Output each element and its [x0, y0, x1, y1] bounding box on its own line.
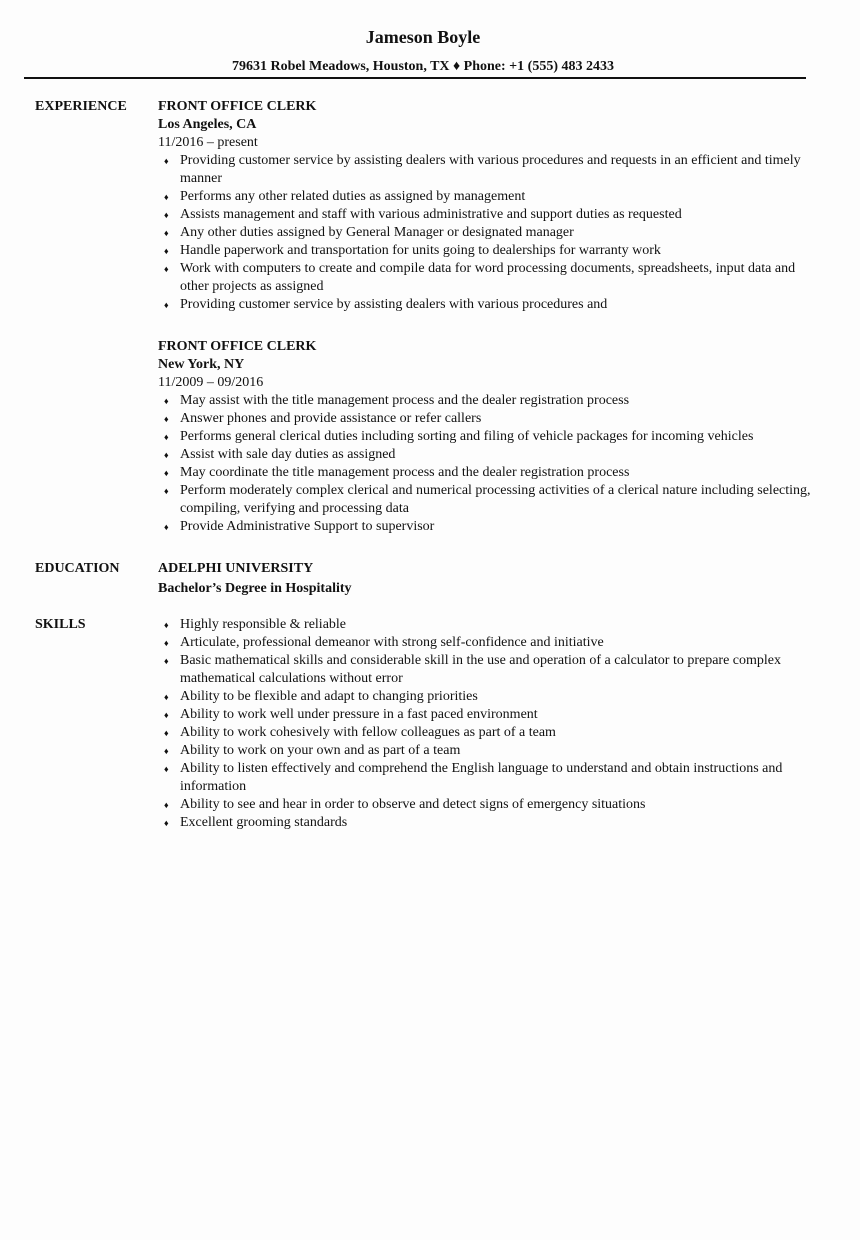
- bullet-item: ♦ Performs any other related duties as assigned by management: [158, 188, 818, 206]
- job-title: FRONT OFFICE CLERK: [158, 339, 317, 354]
- section-label-education: EDUCATION: [35, 561, 120, 576]
- bullet-item: ♦ Ability to work well under pressure in a fast paced environment: [158, 706, 818, 724]
- bullet-item: ♦ Performs general clerical duties including sorting and filing of vehicle packages for incoming vehicles: [158, 428, 818, 446]
- bullet-item: ♦ Ability to work on your own and as part of a team: [158, 742, 818, 760]
- bullet-item: ♦ Provide Administrative Support to supervisor: [158, 518, 818, 536]
- job-bullets: [158, 152, 818, 314]
- job-title: FRONT OFFICE CLERK: [158, 99, 317, 114]
- bullet-item: ♦ Providing customer service by assisting dealers with various procedures and requests in an efficient and timely manner: [158, 152, 818, 188]
- bullet-item: ♦ Handle paperwork and transportation for units going to dealerships for warranty work: [158, 242, 818, 260]
- bullet-item: ♦ May assist with the title management process and the dealer registration process: [158, 392, 818, 410]
- bullet-item: ♦ Assists management and staff with various administrative and support duties as requested: [158, 206, 818, 224]
- bullet-item: ♦ Assist with sale day duties as assigned: [158, 446, 818, 464]
- bullet-item: ♦ Highly responsible & reliable: [158, 616, 818, 634]
- job-dates: 11/2009 – 09/2016: [158, 375, 264, 390]
- section-label-skills: SKILLS: [35, 617, 86, 632]
- header-divider: [24, 77, 806, 79]
- bullet-item: ♦ Work with computers to create and compile data for word processing documents, spreadsheets, input data and other projects as assigned: [158, 260, 818, 296]
- bullet-item: ♦ Perform moderately complex clerical and numerical processing activities of a clerical nature including selecting, compiling, verifying and processing data: [158, 482, 818, 518]
- resume-name: Jameson Boyle: [365, 27, 481, 47]
- job-bullets: [158, 392, 818, 536]
- bullet-item: ♦ May coordinate the title management process and the dealer registration process: [158, 464, 818, 482]
- job-location: Los Angeles, CA: [158, 117, 257, 132]
- skills-list: [158, 616, 818, 832]
- bullet-item: ♦ Any other duties assigned by General Manager or designated manager: [158, 224, 818, 242]
- school-name: ADELPHI UNIVERSITY: [158, 561, 314, 576]
- contact-line: 79631 Robel Meadows, Houston, TX ♦ Phone: +1 (555) 483 2433: [232, 59, 614, 74]
- job-entry: [158, 98, 818, 314]
- degree: Bachelor’s Degree in Hospitality: [158, 581, 352, 596]
- bullet-item: ♦ Articulate, professional demeanor with strong self-confidence and initiative: [158, 634, 818, 652]
- job-entry: [158, 338, 818, 536]
- job-dates: 11/2016 – present: [158, 135, 258, 150]
- bullet-item: ♦ Ability to be flexible and adapt to changing priorities: [158, 688, 818, 706]
- bullet-item: ♦ Ability to work cohesively with fellow colleagues as part of a team: [158, 724, 818, 742]
- bullet-item: ♦ Ability to listen effectively and comprehend the English language to understand and obtain instructions and information: [158, 760, 818, 796]
- bullet-item: ♦ Providing customer service by assisting dealers with various procedures and: [158, 296, 818, 314]
- bullet-item: ♦ Ability to see and hear in order to observe and detect signs of emergency situations: [158, 796, 818, 814]
- bullet-item: ♦ Answer phones and provide assistance or refer callers: [158, 410, 818, 428]
- job-location: New York, NY: [158, 357, 245, 372]
- section-label-experience: EXPERIENCE: [35, 99, 127, 114]
- bullet-item: ♦ Basic mathematical skills and considerable skill in the use and operation of a calculator to prepare complex mathematical calculations without error: [158, 652, 818, 688]
- bullet-item: ♦ Excellent grooming standards: [158, 814, 818, 832]
